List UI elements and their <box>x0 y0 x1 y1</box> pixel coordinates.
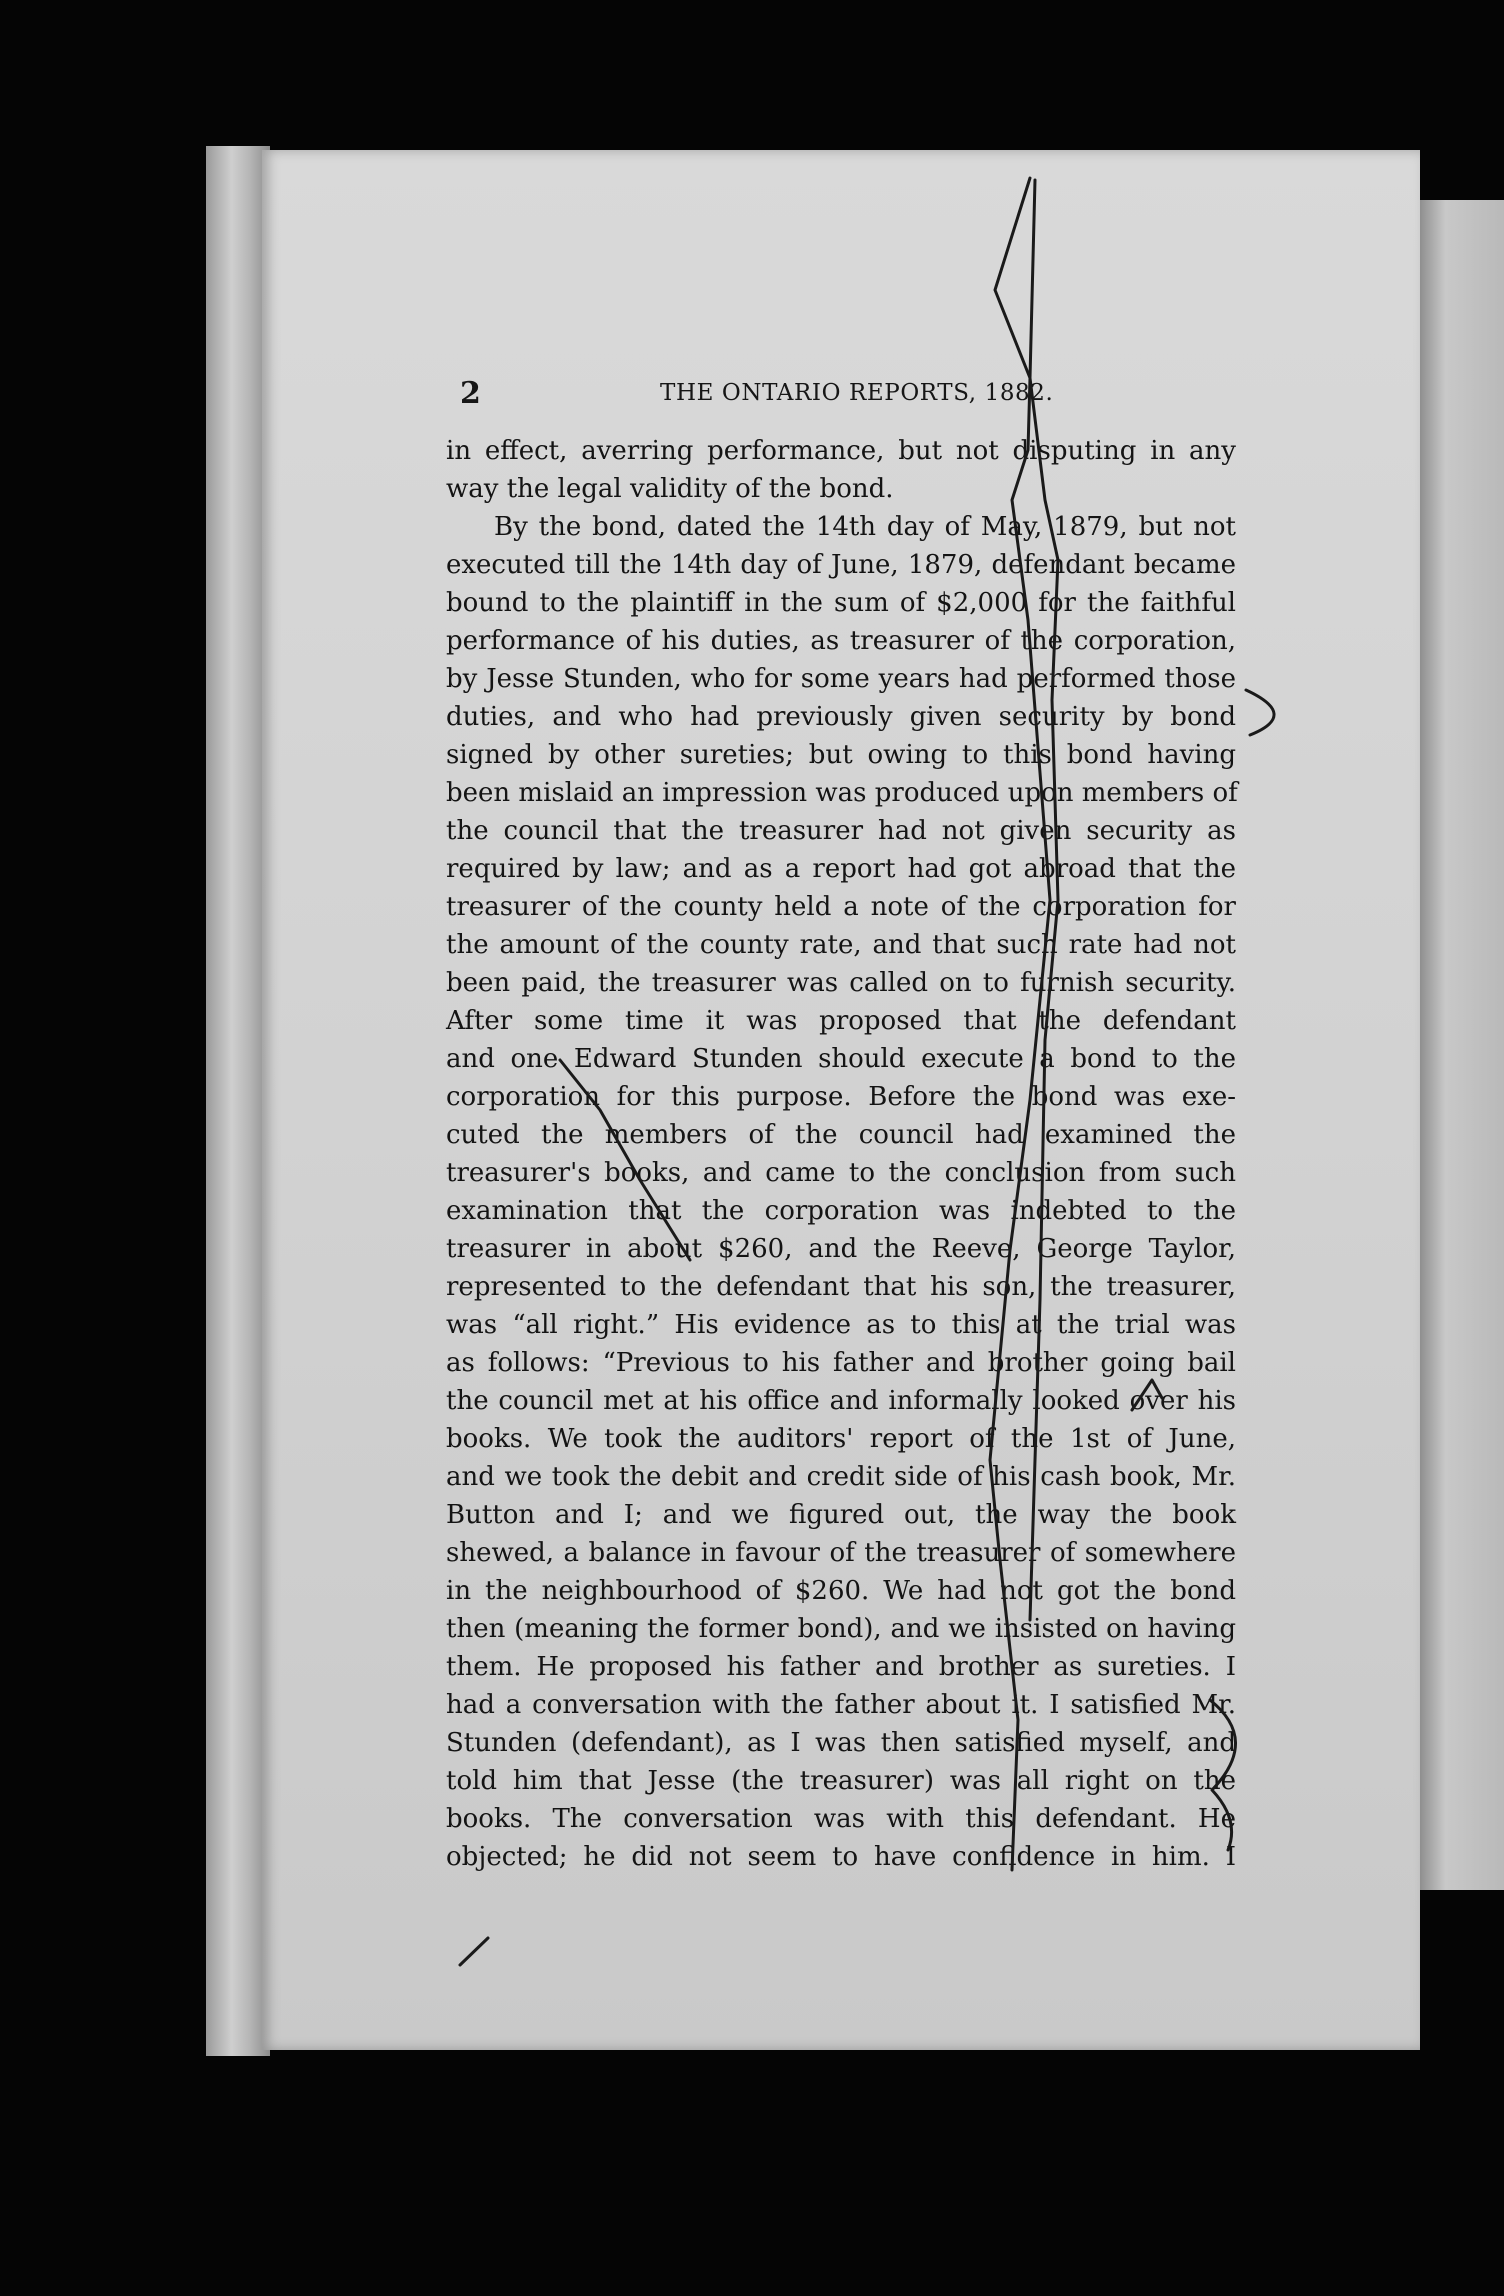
text-line: shewed, a balance in favour of the treasurer of somewhere <box>446 1538 1236 1568</box>
text-line: way the legal validity of the bond. <box>446 474 894 504</box>
text-line: the amount of the county rate, and that such rate had not <box>446 930 1236 960</box>
text-line: examination that the corporation was indebted to the <box>446 1196 1236 1226</box>
body-text <box>446 432 1236 1876</box>
text-line: the council met at his office and informally looked over his <box>446 1386 1236 1416</box>
right-page-edge <box>1420 200 1504 1890</box>
page-number: 2 <box>460 376 481 411</box>
text-line: Stunden (defendant), as I was then satisfied myself, and <box>446 1728 1236 1758</box>
text-line: corporation for this purpose. Before the bond was exe- <box>446 1082 1236 1112</box>
text-line: signed by other sureties; but owing to this bond having <box>446 740 1236 770</box>
text-line: in effect, averring performance, but not disputing in any <box>446 436 1236 466</box>
text-line: represented to the defendant that his son, the treasurer, <box>446 1272 1236 1302</box>
text-line: objected; he did not seem to have confidence in him. I <box>446 1842 1236 1872</box>
text-line: performance of his duties, as treasurer of the corporation, <box>446 626 1236 656</box>
text-line: then (meaning the former bond), and we insisted on having <box>446 1614 1236 1644</box>
text-line: was “all right.” His evidence as to this at the trial was <box>446 1310 1236 1340</box>
running-head: THE ONTARIO REPORTS, 1882. <box>660 380 1054 406</box>
text-line: executed till the 14th day of June, 1879, defendant became <box>446 550 1236 580</box>
text-line: had a conversation with the father about it. I satisfied Mr. <box>446 1690 1236 1720</box>
text-line: as follows: “Previous to his father and brother going bail <box>446 1348 1236 1378</box>
text-line: After some time it was proposed that the defendant <box>446 1006 1236 1036</box>
text-line: bound to the plaintiff in the sum of $2,000 for the faithful <box>446 588 1236 618</box>
text-line: and we took the debit and credit side of his cash book, Mr. <box>446 1462 1236 1492</box>
text-line: told him that Jesse (the treasurer) was all right on the <box>446 1766 1236 1796</box>
text-line: and one Edward Stunden should execute a bond to the <box>446 1044 1236 1074</box>
text-line: treasurer in about $260, and the Reeve, George Taylor, <box>446 1234 1236 1264</box>
text-line: the council that the treasurer had not given security as <box>446 816 1236 846</box>
text-line: duties, and who had previously given security by bond <box>446 702 1236 732</box>
text-line: been mislaid an impression was produced upon members of <box>446 778 1238 808</box>
left-page-edge <box>206 146 270 2056</box>
text-line: books. We took the auditors' report of the 1st of June, <box>446 1424 1236 1454</box>
text-line: cuted the members of the council had examined the <box>446 1120 1236 1150</box>
text-line: treasurer's books, and came to the conclusion from such <box>446 1158 1236 1188</box>
text-line: in the neighbourhood of $260. We had not got the bond <box>446 1576 1236 1606</box>
text-line: required by law; and as a report had got abroad that the <box>446 854 1236 884</box>
text-line: books. The conversation was with this defendant. He <box>446 1804 1236 1834</box>
text-line: Button and I; and we figured out, the way the book <box>446 1500 1236 1530</box>
text-line: them. He proposed his father and brother as sureties. I <box>446 1652 1236 1682</box>
text-line: been paid, the treasurer was called on to furnish security. <box>446 968 1236 998</box>
text-line: By the bond, dated the 14th day of May, 1879, but not <box>494 512 1236 542</box>
text-line: treasurer of the county held a note of the corporation for <box>446 892 1236 922</box>
text-line: by Jesse Stunden, who for some years had performed those <box>446 664 1236 694</box>
